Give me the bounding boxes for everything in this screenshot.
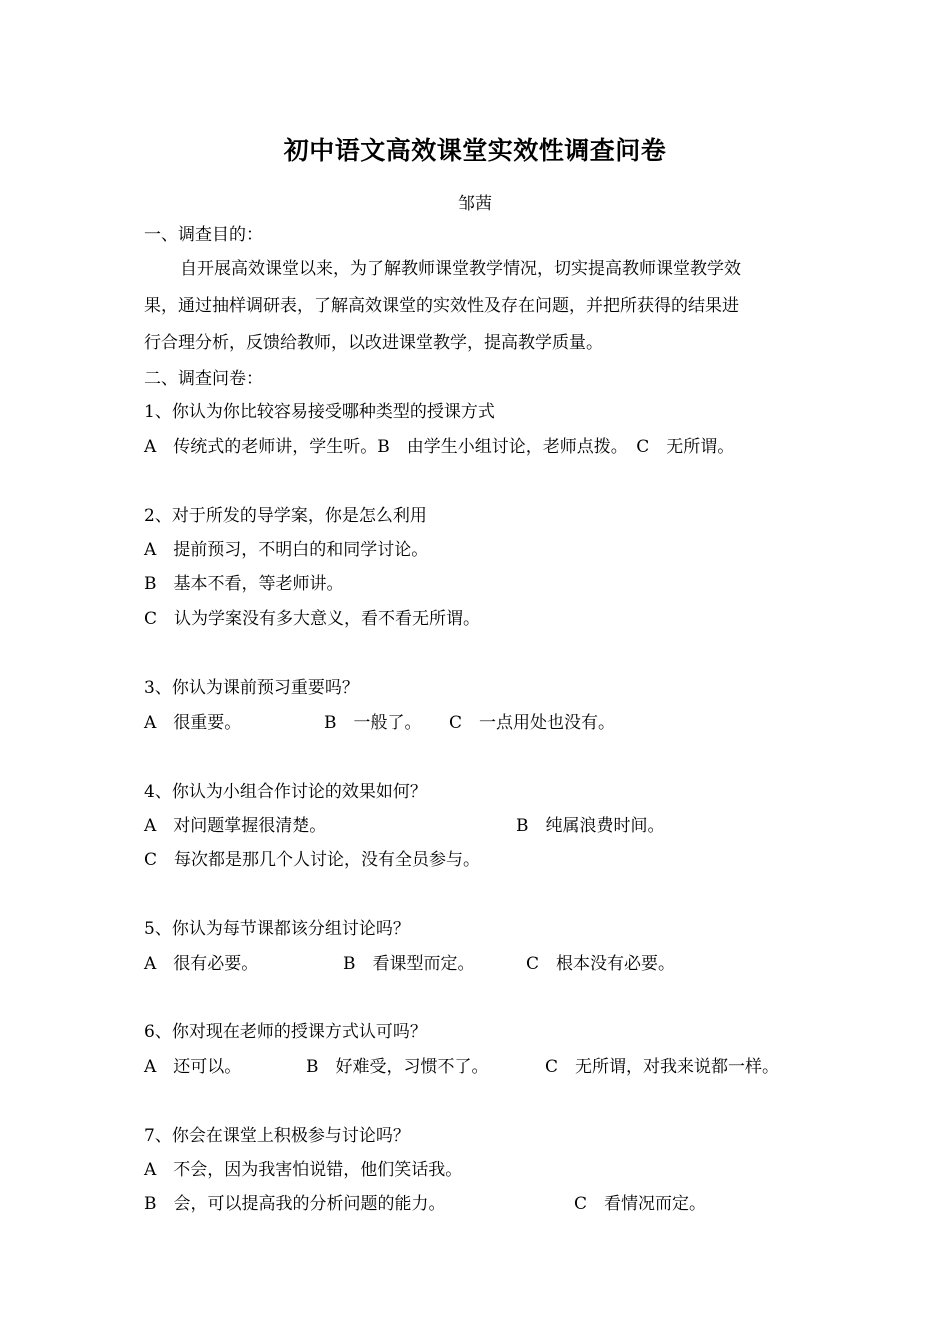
question-2: 2、对于所发的导学案，你是怎么利用 bbox=[144, 506, 427, 526]
question-7-option-c: C 看情况而定。 bbox=[574, 1194, 707, 1214]
question-3: 3、你认为课前预习重要吗？ bbox=[144, 678, 359, 698]
question-6-option-c: C 无所谓，对我来说都一样。 bbox=[545, 1057, 780, 1077]
question-7: 7、你会在课堂上积极参与讨论吗？ bbox=[144, 1126, 410, 1146]
purpose-paragraph-line: 自开展高效课堂以来，为了解教师课堂教学情况，切实提高教师课堂教学效 bbox=[180, 259, 741, 279]
question-6: 6、你对现在老师的授课方式认可吗？ bbox=[144, 1022, 427, 1042]
purpose-paragraph-line: 果，通过抽样调研表，了解高效课堂的实效性及存在问题，并把所获得的结果进 bbox=[144, 296, 739, 316]
document-title: 初中语文高效课堂实效性调查问卷 bbox=[283, 136, 667, 165]
section-heading-purpose: 一、调查目的： bbox=[144, 225, 263, 245]
question-3-option-b: B 一般了。 bbox=[324, 713, 422, 733]
purpose-paragraph-line: 行合理分析，反馈给教师，以改进课堂教学，提高教学质量。 bbox=[144, 333, 603, 353]
question-5-option-b: B 看课型而定。 bbox=[343, 954, 475, 974]
section-heading-questionnaire: 二、调查问卷： bbox=[144, 369, 263, 389]
question-5: 5、你认为每节课都该分组讨论吗？ bbox=[144, 919, 410, 939]
question-4: 4、你认为小组合作讨论的效果如何？ bbox=[144, 782, 427, 802]
question-2-option-c: C 认为学案没有多大意义，看不看无所谓。 bbox=[144, 609, 481, 629]
question-7-option-a: A 不会，因为我害怕说错，他们笑话我。 bbox=[144, 1160, 463, 1180]
author-name: 邹茜 bbox=[458, 194, 492, 214]
question-2-option-b: B 基本不看，等老师讲。 bbox=[144, 574, 344, 594]
question-2-option-a: A 提前预习，不明白的和同学讨论。 bbox=[144, 540, 429, 560]
question-4-option-c: C 每次都是那几个人讨论，没有全员参与。 bbox=[144, 850, 481, 870]
question-1: 1、你认为你比较容易接受哪种类型的授课方式 bbox=[144, 402, 495, 422]
question-6-option-b: B 好难受，习惯不了。 bbox=[306, 1057, 489, 1077]
question-6-option-a: A 还可以。 bbox=[144, 1057, 242, 1077]
question-5-option-c: C 根本没有必要。 bbox=[526, 954, 676, 974]
question-7-option-b: B 会，可以提高我的分析问题的能力。 bbox=[144, 1194, 446, 1214]
question-5-option-a: A 很有必要。 bbox=[144, 954, 259, 974]
question-1-options: A 传统式的老师讲，学生听。B 由学生小组讨论，老师点拨。 C 无所谓。 bbox=[144, 437, 735, 457]
question-4-option-b: B 纯属浪费时间。 bbox=[516, 816, 665, 836]
question-3-option-c: C 一点用处也没有。 bbox=[449, 713, 616, 733]
question-3-option-a: A 很重要。 bbox=[144, 713, 242, 733]
question-4-option-a: A 对问题掌握很清楚。 bbox=[144, 816, 327, 836]
